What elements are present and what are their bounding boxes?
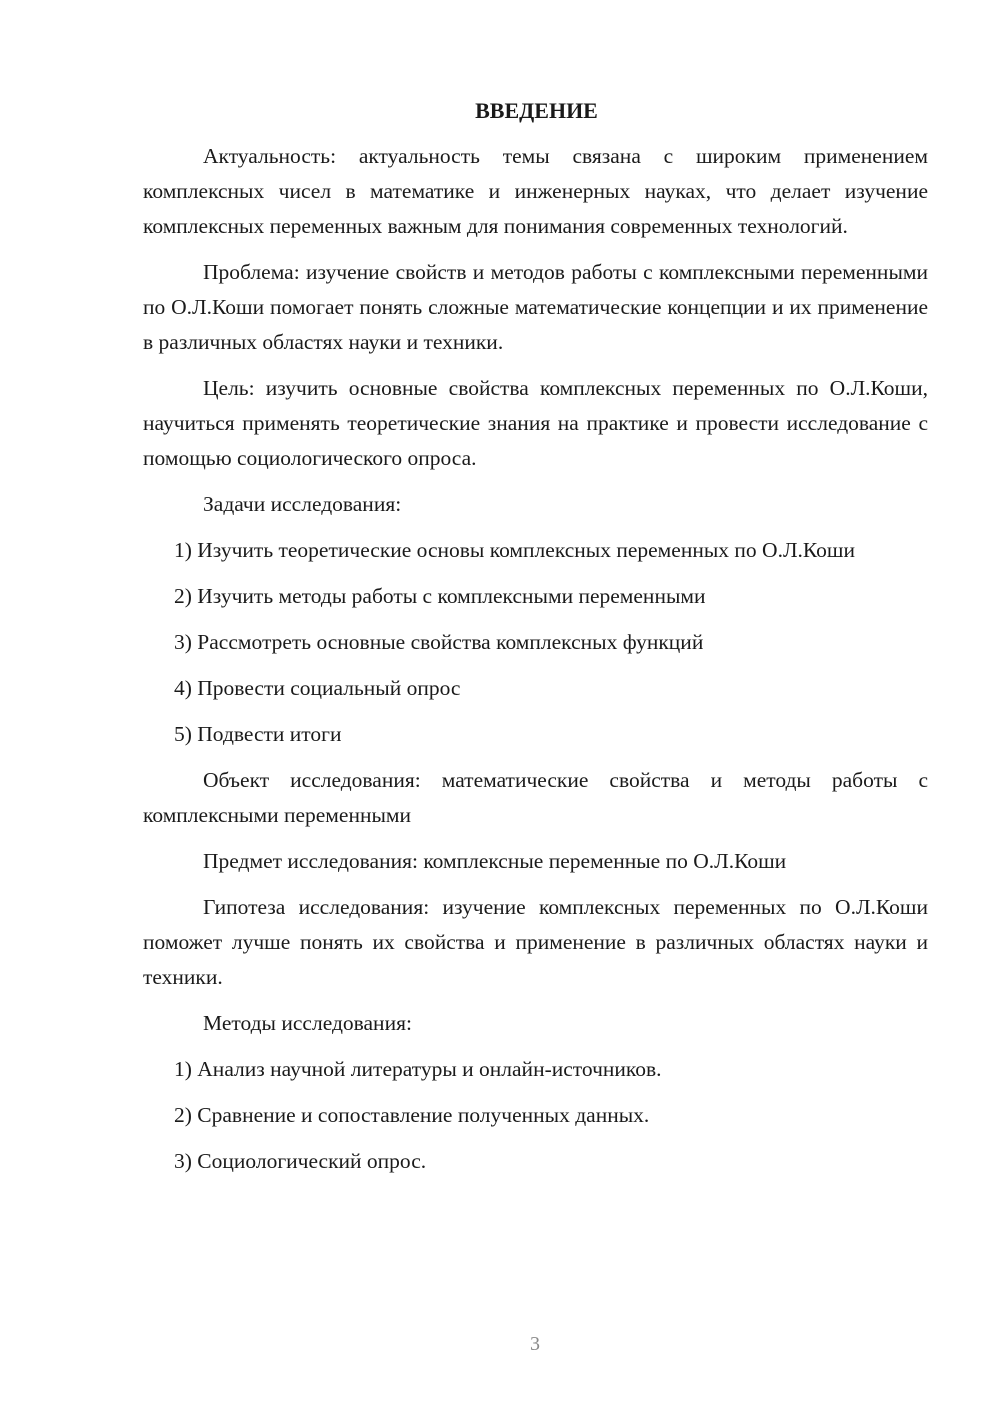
list-item-method-1: 1) Анализ научной литературы и онлайн-источников. [174,1057,662,1081]
paragraph-relevance: Актуальность: актуальность темы связана с широким применением комплексных чисел в математике и инженерных науках, что делает изучение комплексных переменных важным для понимания современных технологий. [143,144,928,238]
paragraph-goal: Цель: изучить основные свойства комплексных переменных по О.Л.Коши, научиться применять теоретические знания на практике и провести исследование с помощью социологического опроса. [143,376,928,470]
list-item-task-1: 1) Изучить теоретические основы комплексных переменных по О.Л.Коши [174,538,855,562]
paragraph-object: Объект исследования: математические свойства и методы работы с комплексными переменными [143,768,928,827]
paragraph-hypothesis: Гипотеза исследования: изучение комплексных переменных по О.Л.Коши поможет лучше понять их свойства и применение в различных областях науки и техники. [143,895,928,989]
section-title: ВВЕДЕНИЕ [475,98,598,123]
page-number: 3 [530,1333,540,1355]
page-body [143,96,928,1190]
paragraph-subject: Предмет исследования: комплексные переменные по О.Л.Коши [203,849,787,873]
list-item-method-2: 2) Сравнение и сопоставление полученных данных. [174,1103,650,1127]
list-item-task-3: 3) Рассмотреть основные свойства комплексных функций [174,630,704,654]
paragraph-problem: Проблема: изучение свойств и методов работы с комплексными переменными по О.Л.Коши помогает понять сложные математические концепции и их применение в различных областях науки и техники. [143,260,928,354]
list-item-method-3: 3) Социологический опрос. [174,1149,427,1173]
list-item-task-5: 5) Подвести итоги [174,722,342,746]
list-item-task-2: 2) Изучить методы работы с комплексными переменными [174,584,706,608]
paragraph-methods-heading: Методы исследования: [203,1011,412,1035]
paragraph-tasks-heading: Задачи исследования: [203,492,402,516]
list-item-task-4: 4) Провести социальный опрос [174,676,461,700]
